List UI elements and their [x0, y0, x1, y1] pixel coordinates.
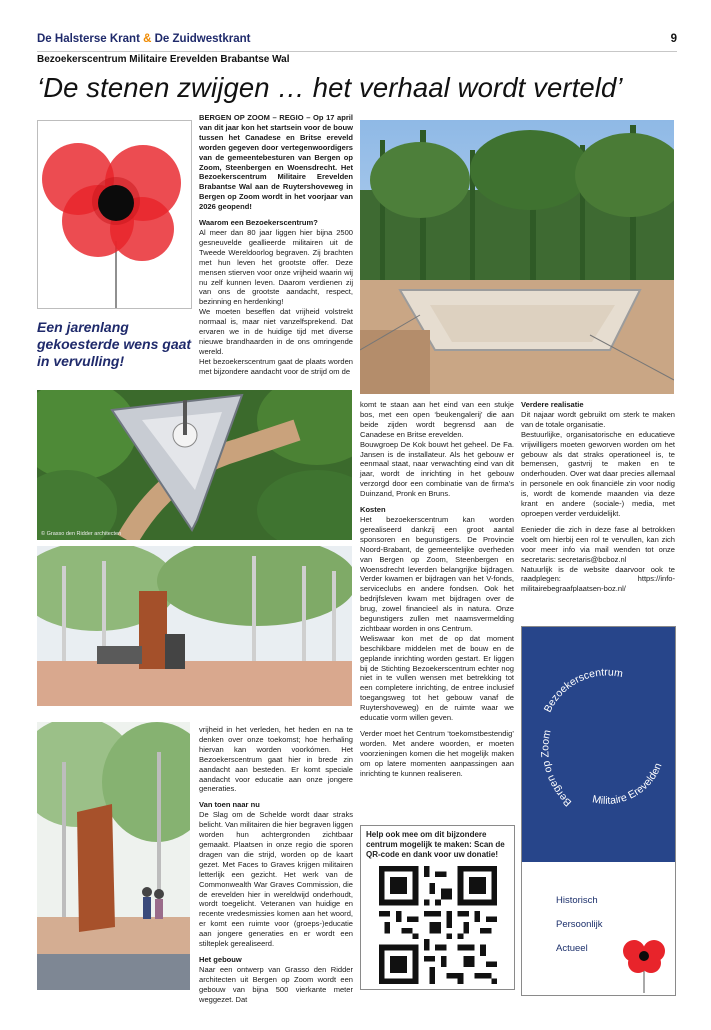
article-column-2 [199, 725, 353, 1004]
paragraph: Weliswaar kon met de op dat moment beschikbare middelen met de bouw en de geplande inrichting worden gestart. Er liggen bij de Stichting Bezoekerscentrum echter nog niet in te vullen wensen met betrekking tot een completere inrichting, de entree inclusief toegangsweg tot het gebouw vanaf de Ruytershoveweg) en de ruimte waar we educatie vorm willen geven. [360, 633, 514, 723]
logo-arc-inner: Militaire Erevelden [591, 761, 665, 807]
masthead-title-2: De Zuidwestkrant [154, 33, 251, 45]
subheading-building: Het gebouw [199, 954, 242, 964]
subheading-then-now: Van toen naar nu [199, 800, 260, 810]
article-column-3 [360, 400, 514, 779]
article-column-1 [199, 113, 353, 377]
poppy-icon [620, 933, 668, 993]
paragraph: Al meer dan 80 jaar liggen hier bijna 2500 gesneuvelde geallieerde militairen uit de Tweede Wereldoorlog begraven. Zij brachten met hun leven het grootste offer. Deze mensen stierven voor onze vrijheid waarin wij nu zelf kunnen leven. Daarom verdienen zij van ons de grootste aandacht, respect, bezinning en herdenking! [199, 227, 353, 307]
subheading-further: Verdere realisatie [521, 400, 584, 409]
paragraph: Natuurlijk is de website daarvoor ook te raadplegen: https://info-militairebegraafplaatsen-boz.nl/ [521, 564, 675, 594]
subheading-why: Waarom een Bezoekerscentrum? [199, 218, 318, 228]
logo-arc-outer: Bezoekerscentrum [541, 666, 624, 715]
logo-arc-left: Bergen op Zoom [539, 728, 575, 809]
headline: ‘De stenen zwijgen … het verhaal wordt verteld’ [37, 72, 623, 103]
architect-render-side [37, 546, 352, 706]
poppy-image [37, 120, 192, 309]
qr-code-icon[interactable] [379, 866, 497, 984]
svg-text:Militaire Erevelden [591, 761, 664, 807]
construction-site-photo [360, 120, 674, 394]
subheading-costs: Kosten [360, 505, 386, 515]
page-number: 9 [670, 33, 677, 45]
tagline-item: Historisch [556, 895, 598, 906]
paragraph: De Slag om de Schelde wordt daar straks belicht. Van militairen die hier begraven liggen worden hun achtergronden zichtbaar gemaakt. Plaatsen in onze regio die sporen dragen van die strijd, worden op de kaart gezet. Met Faces to Graves krijgen militairen letterlijk een gezicht. Het werk van de Commonwealth War Graves Commission, die de erevelden hier in wereldwijd onderhoudt, wordt toegelicht. Veteranen van huidige en recente vredesmissies komen aan het woord, er komt een ruimte voor (groeps-)educatie aan jongere generaties en er wordt een stilteplek gerealiseerd. [199, 810, 353, 949]
architect-render-aerial [37, 390, 352, 540]
paragraph: Verder moet het Centrum ‘toekomstbestendig’ worden. Met andere woorden, er moeten voorzieningen komen die het mogelijk maken om op latere momenten aanpassingen aan inrichting te kunnen realiseren. [360, 729, 514, 778]
svg-text:Bergen op Zoom [539, 729, 574, 809]
paragraph: Bestuurlijke, organisatorische en educatieve vrijwilligers moeten geworven worden om het gebouw als dat straks operationeel is, te bemensen, gastvrij te maken en te onderhouden. Over wat daar precies allemaal in personele en ook financiële zin voor nodig is, wordt de komende maanden via deze krant en andere (sociale-) media, met oproepen verder verduidelijkt. [521, 429, 675, 518]
header-divider [37, 51, 677, 52]
poppy-icon [38, 121, 191, 308]
photo-caption: © Grasso den Ridder architecten [41, 531, 122, 537]
tagline-item: Actueel [556, 943, 588, 954]
paragraph: Naar een ontwerp van Grasso den Ridder architecten uit Bergen op Zoom wordt een gebouw van bijna 500 vierkante meter weggezet. Dat [199, 964, 353, 1004]
donation-text: Help ook mee om dit bijzondere centrum mogelijk te maken: Scan de QR-code en dank voor uw donatie! [366, 830, 505, 859]
svg-text:Bezoekerscentrum [542, 666, 624, 714]
paragraph: Het bezoekerscentrum kan worden gerealiseerd dankzij een groot aantal sponsoren en begunstigers. De Provincie Noord-Brabant, de gemeentelijke overheden van Bergen op Zoom, Steenbergen en Woensdrecht leverden belangrijke bijdragen. Verder kwamen er bijdragen van het V-fonds, serviceclubs en andere fondsen. Ook het bedrijfsleven kwam met bijdragen over de brug, zowel financieel als in natura. Onze begunstigers zullen met naamsvermelding zichtbaar worden in ons Centrum. [360, 514, 514, 633]
tagline-list [556, 889, 602, 961]
page-header [37, 33, 677, 51]
paragraph: We moeten beseffen dat vrijheid volstrekt normaal is, maar niet vanzelfsprekend. Dat ervaren we in de huidige tijd met diverse nieuwe brandhaarden in de ons omringende wereld. [199, 307, 353, 356]
donation-box [360, 825, 515, 990]
pull-quote: Een jarenlang gekoesterde wens gaat in vervulling! [37, 319, 192, 369]
paragraph: komt te staan aan het eind van een stukje bos, met een open ‘beukengalerij’ die aan beide zijden wordt begrensd aan de Canadese en Britse erevelden. [360, 400, 514, 439]
paragraph: Eenieder die zich in deze fase al betrokken voelt om hierbij een rol te vervullen, kan zich voor meer info via mail wenden tot onze secretaris: secretaris@bcboz.nl [521, 524, 675, 564]
paragraph: Dit najaar wordt gebruikt om sterk te maken van de totale organisatie. [521, 409, 675, 429]
visitor-centre-logo-box [521, 626, 676, 996]
paragraph: vrijheid in het verleden, het heden en na te denken over onze toekomst; hoe herhaling hiervan kan worden voorkómen. Het Bezoekerscentrum gaat hier in brede zin aandacht aan besteden. Er komt speciale aandacht voor educatie aan onze jongere generaties. [199, 725, 353, 794]
paragraph: Het bezoekerscentrum gaat de plaats worden met bijzondere aandacht voor de strijd om de [199, 356, 353, 376]
logo-panel [522, 627, 675, 862]
masthead-ampersand: & [143, 33, 152, 45]
masthead [37, 33, 250, 45]
article-lead: BERGEN OP ZOOM – REGIO – Op 17 april van dit jaar kon het startsein voor de bouw tussen het Canadese en Britse ereveld worden gegeven door vertegenwoordigers van de gemeentebesturen van Bergen op Zoom, Steenbergen en Woensdrecht. Het Bezoekerscentrum Militaire Erevelden Brabantse Wal aan de Ruytershoveweg in Bergen op Zoom wordt in het voorjaar van 2026 geopend! [199, 113, 353, 212]
tagline-item: Persoonlijk [556, 919, 603, 930]
masthead-title-1: De Halsterse Krant [37, 33, 140, 45]
kicker: Bezoekerscentrum Militaire Erevelden Brabantse Wal [37, 54, 290, 65]
article-column-4 [521, 400, 675, 594]
memorial-render [37, 722, 190, 990]
paragraph: Bouwgroep De Kok bouwt het geheel. De Fa. Jansen is de installateur. Als het gebouw er eenmaal staat, naar verwachting eind van dit jaar, wordt de inrichting in het gebouw verzorgd door een combinatie van de firma’s Duinzand, Pronk en Bruns. [360, 439, 514, 499]
